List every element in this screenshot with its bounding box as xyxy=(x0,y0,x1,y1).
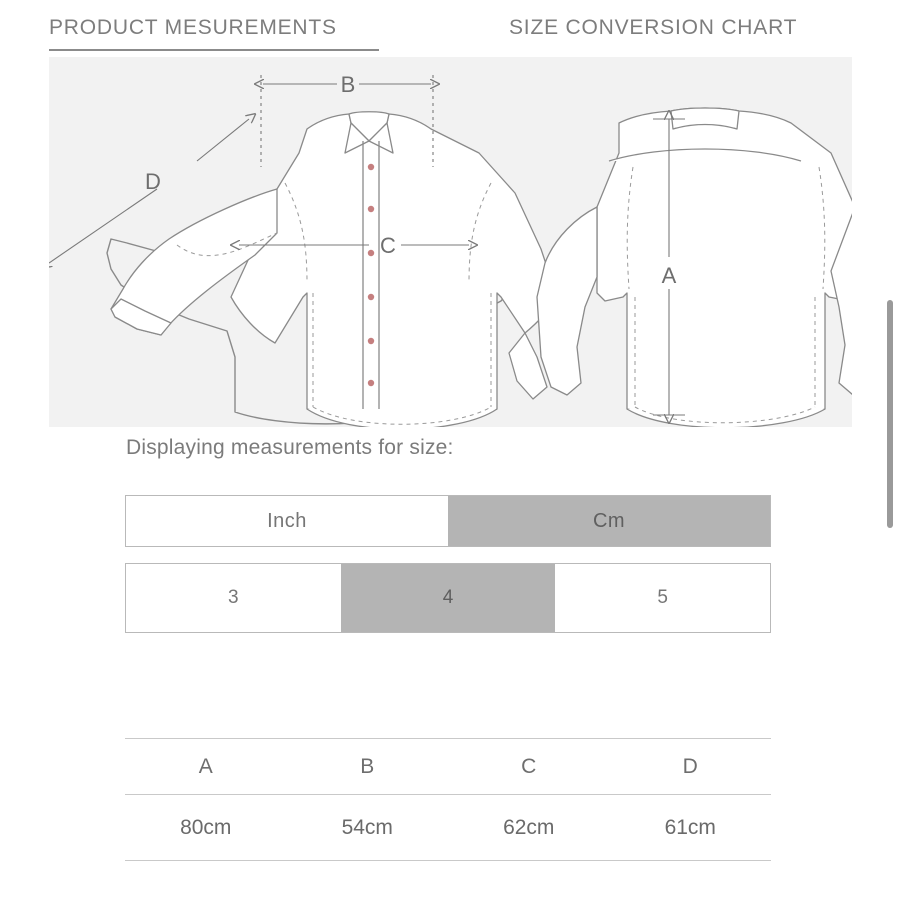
shirt-measurement-diagram xyxy=(49,57,852,427)
tab-product-measurements[interactable] xyxy=(49,16,379,51)
tab-size-conversion-chart-label: SIZE CONVERSION CHART xyxy=(509,16,798,39)
unit-option-cm[interactable] xyxy=(448,496,770,546)
size-option-4-label: 4 xyxy=(442,587,454,608)
measurements-table-header xyxy=(125,738,771,795)
tab-product-measurements-label: PRODUCT MESUREMENTS xyxy=(49,16,337,39)
unit-option-cm-label: Cm xyxy=(592,509,626,532)
unit-option-inch-label: Inch xyxy=(267,509,307,532)
size-option-3[interactable] xyxy=(126,564,341,632)
measurements-header-a: A xyxy=(198,754,213,778)
measurements-header-d: D xyxy=(682,754,698,778)
displaying-measurements-label: Displaying measurements for size: xyxy=(126,436,454,459)
size-option-5[interactable] xyxy=(555,564,770,632)
measurements-table xyxy=(125,738,771,861)
measurement-value-c: 62cm xyxy=(503,815,555,839)
unit-option-inch[interactable] xyxy=(126,496,448,546)
size-option-5-label: 5 xyxy=(657,587,668,608)
diagram-label-d: D xyxy=(145,169,161,194)
size-selector[interactable] xyxy=(125,563,771,633)
page-scrollbar-thumb[interactable] xyxy=(887,300,893,528)
tab-bar xyxy=(0,8,900,50)
measurement-value-b: 54cm xyxy=(341,815,393,839)
diagram-label-c: C xyxy=(380,233,396,258)
measurement-value-d: 61cm xyxy=(664,815,716,839)
measurements-header-c: C xyxy=(521,754,537,778)
diagram-label-b: B xyxy=(340,72,356,97)
table-row xyxy=(125,795,771,861)
measurements-header-b: B xyxy=(360,754,375,778)
unit-selector[interactable] xyxy=(125,495,771,547)
diagram-label-a: A xyxy=(661,263,677,288)
size-option-3-label: 3 xyxy=(228,587,239,608)
size-option-4[interactable] xyxy=(341,564,556,632)
tab-size-conversion-chart[interactable] xyxy=(509,16,797,48)
page-scrollbar-track[interactable] xyxy=(889,0,897,900)
measurement-value-a: 80cm xyxy=(180,815,232,839)
